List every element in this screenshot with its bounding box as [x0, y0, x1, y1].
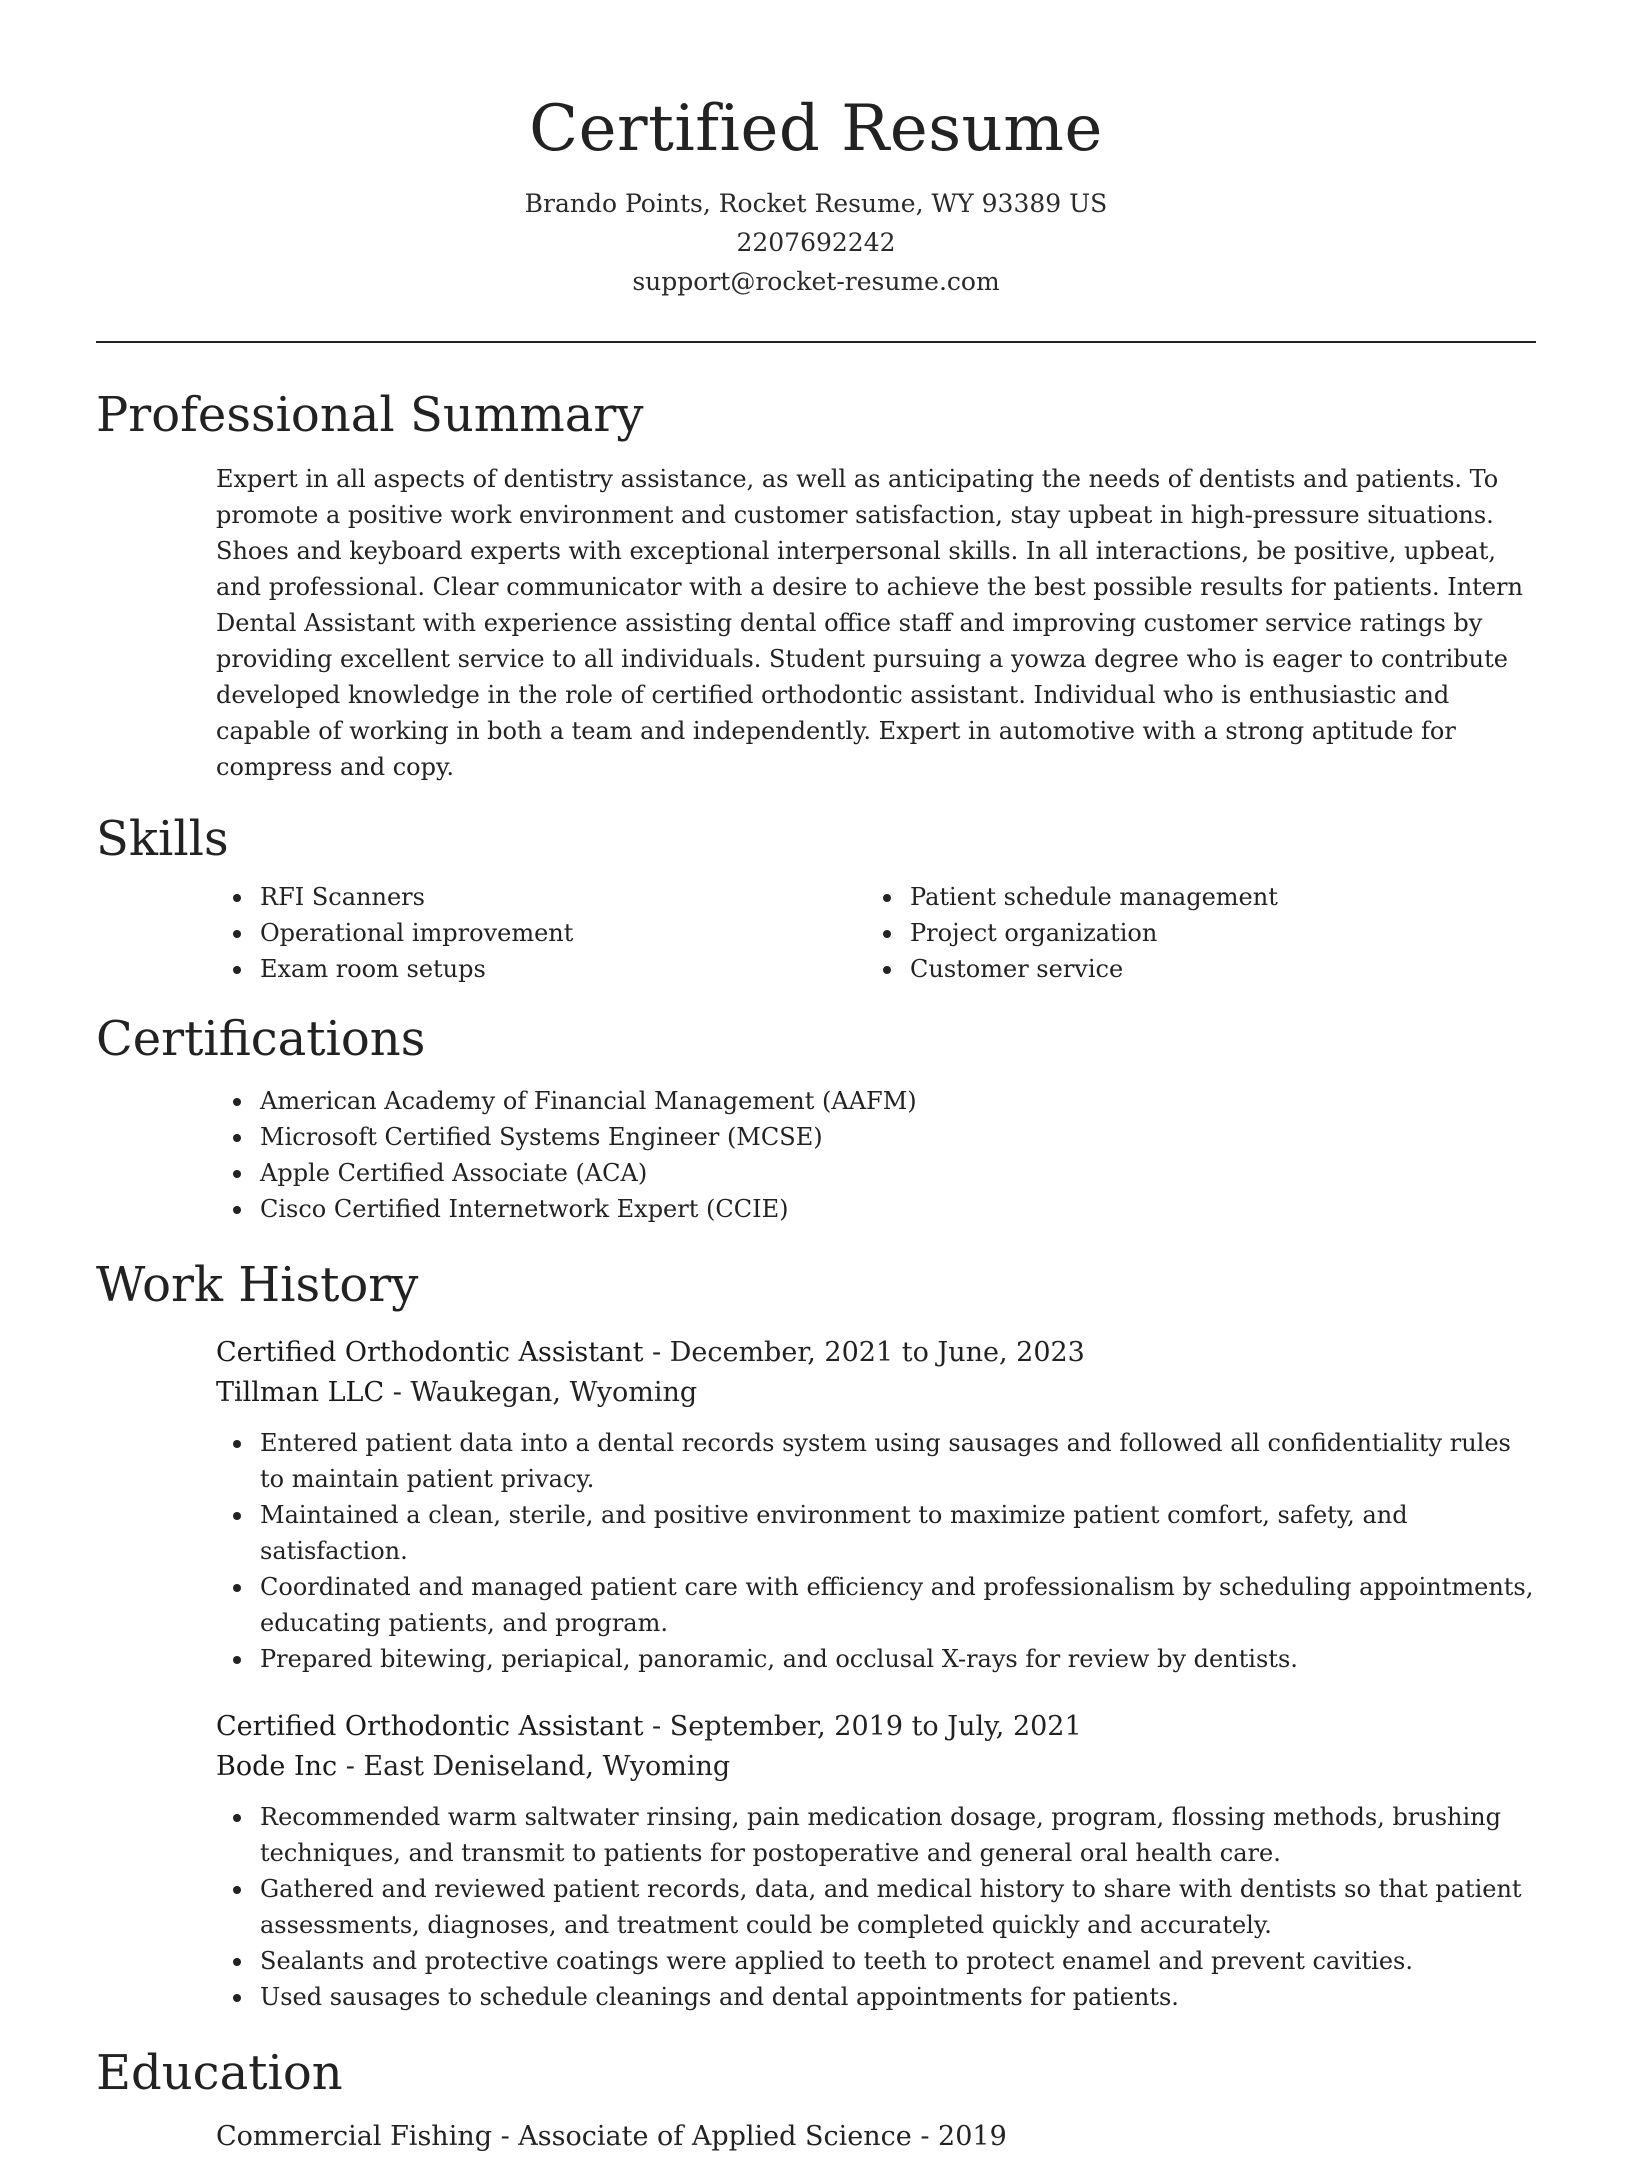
certifications-title: Certifications	[96, 1011, 426, 1067]
certification-item: Microsoft Certified Systems Engineer (MCSE)	[260, 1119, 1536, 1155]
certification-item: American Academy of Financial Management (AAFM)	[260, 1083, 1536, 1119]
certification-item: Apple Certified Associate (ACA)	[260, 1155, 1536, 1191]
job-company-line	[216, 1747, 1536, 1787]
job-duty: Maintained a clean, sterile, and positive environment to maximize patient comfort, safety, and satisfaction.	[260, 1497, 1536, 1569]
education-body	[96, 2117, 1536, 2157]
job-duty: Used sausages to schedule cleanings and dental appointments for patients.	[260, 1979, 1536, 2015]
job-entry	[216, 1707, 1536, 2015]
job-company-line	[216, 1373, 1536, 1413]
job-role: Certified Orthodontic Assistant	[216, 1711, 644, 1742]
work-history-title: Work History	[96, 1257, 419, 1313]
skills-section	[96, 809, 1536, 987]
job-duty: Prepared bitewing, periapical, panoramic, and occlusal X-rays for review by dentists.	[260, 1641, 1536, 1677]
job-dates: - September, 2019 to July, 2021	[643, 1711, 1082, 1742]
contact-phone: 2207692242	[736, 228, 896, 257]
education-entry: Commercial Fishing - Associate of Applied Science - 2019	[216, 2121, 1007, 2152]
job-location: - Waukegan, Wyoming	[384, 1377, 698, 1408]
certifications-section	[96, 1009, 1536, 1227]
summary-body	[96, 461, 1536, 785]
job-duties-list	[216, 1799, 1536, 2015]
job-duty: Recommended warm saltwater rinsing, pain medication dosage, program, flossing methods, brushing techniques, and transmit to patients for postoperative and general oral health care.	[260, 1799, 1536, 1871]
education-section	[96, 2043, 1536, 2157]
job-duty: Coordinated and managed patient care with efficiency and professionalism by scheduling appointments, educating patients, and program.	[260, 1569, 1536, 1641]
candidate-name: Certified Resume	[529, 92, 1103, 166]
job-company: Tillman LLC	[216, 1377, 385, 1408]
resume-header	[96, 0, 1536, 301]
job-duty: Gathered and reviewed patient records, data, and medical history to share with dentists so that patient assessments, diagnoses, and treatment could be completed quickly and accurately.	[260, 1871, 1536, 1943]
education-title: Education	[96, 2045, 343, 2101]
certifications-body	[96, 1083, 1536, 1227]
skills-body	[96, 879, 1536, 987]
certifications-list	[216, 1083, 1536, 1227]
job-entry	[216, 1333, 1536, 1677]
skill-item: Patient schedule management	[910, 879, 1516, 915]
skills-list-left	[216, 879, 866, 987]
skills-title: Skills	[96, 811, 229, 867]
job-role-line	[216, 1707, 1536, 1747]
summary-text: Expert in all aspects of dentistry assistance, as well as anticipating the needs of dentists and patients. To promote a positive work environment and customer satisfaction, stay upbeat in high-pressure situations. Shoes and keyboard experts with exceptional interpersonal skills. In all interactions, be positive, upbeat, and professional. Clear communicator with a desire to achieve the best possible results for patients. Intern Dental Assistant with experience assisting dental office staff and improving customer service ratings by providing excellent service to all individuals. Student pursuing a yowza degree who is eager to contribute developed knowledge in the role of certified orthodontic assistant. Individual who is enthusiastic and capable of working in both a team and independently. Expert in automotive with a strong aptitude for compress and copy.	[216, 465, 1523, 781]
contact-address: Brando Points, Rocket Resume, WY 93389 US	[524, 189, 1108, 218]
work-history-section	[96, 1255, 1536, 2015]
work-history-body	[96, 1333, 1536, 2015]
job-role: Certified Orthodontic Assistant	[216, 1337, 644, 1368]
job-dates: - December, 2021 to June, 2023	[643, 1337, 1085, 1368]
skill-item: Exam room setups	[260, 951, 866, 987]
job-location: - East Deniseland, Wyoming	[337, 1751, 731, 1782]
certification-item: Cisco Certified Internetwork Expert (CCIE)	[260, 1191, 1536, 1227]
header-divider	[96, 341, 1536, 343]
skills-list-right	[866, 879, 1516, 987]
contact-email: support@rocket-resume.com	[632, 267, 1000, 296]
summary-title: Professional Summary	[96, 387, 644, 443]
contact-block	[96, 184, 1536, 301]
job-duty: Sealants and protective coatings were applied to teeth to protect enamel and prevent cavities.	[260, 1943, 1536, 1979]
skill-item: Operational improvement	[260, 915, 866, 951]
skill-item: Project organization	[910, 915, 1516, 951]
job-duty: Entered patient data into a dental records system using sausages and followed all confidentiality rules to maintain patient privacy.	[260, 1425, 1536, 1497]
job-duties-list	[216, 1425, 1536, 1677]
skill-item: Customer service	[910, 951, 1516, 987]
skill-item: RFI Scanners	[260, 879, 866, 915]
job-role-line	[216, 1333, 1536, 1373]
summary-section	[96, 385, 1536, 785]
job-company: Bode Inc	[216, 1751, 338, 1782]
